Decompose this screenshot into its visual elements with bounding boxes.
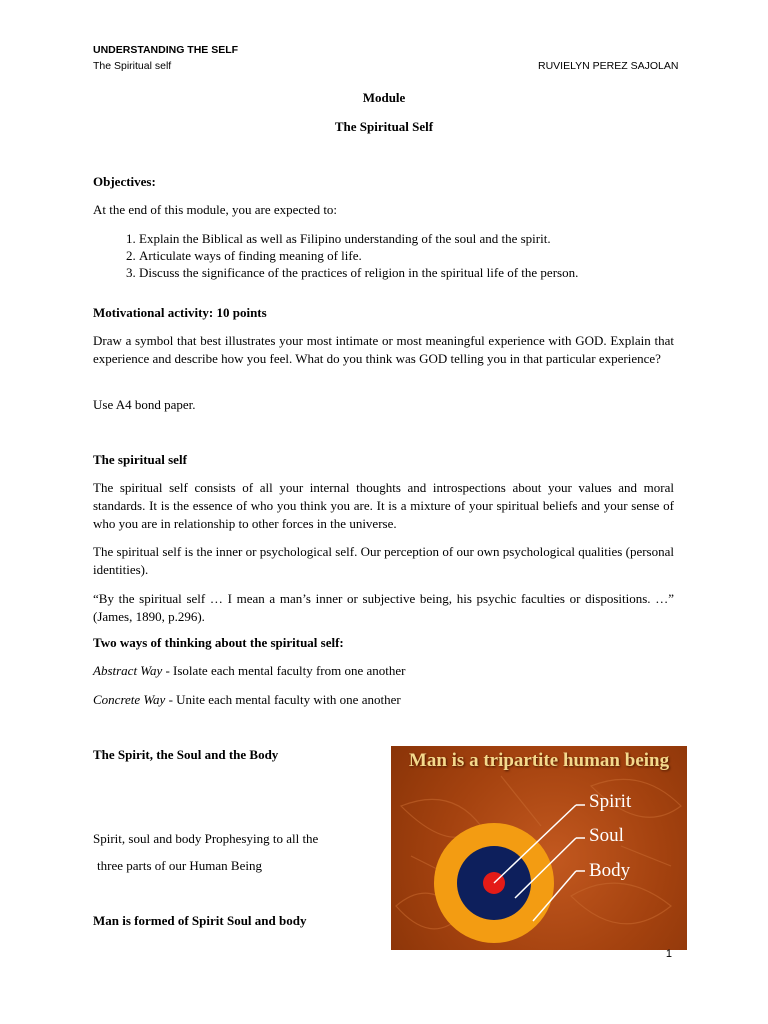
objectives-heading: Objectives: xyxy=(93,174,156,189)
tripartite-line-2: three parts of our Human Being xyxy=(97,858,262,873)
paper-instruction: Use A4 bond paper. xyxy=(93,397,196,412)
page-title: The Spiritual Self xyxy=(334,119,434,134)
author-name: RUVIELYN PEREZ SAJOLAN xyxy=(538,60,679,72)
header-subtitle: The Spiritual self xyxy=(93,60,172,72)
body-label: Body xyxy=(589,860,631,881)
concrete-definition: - Unite each mental faculty with one another xyxy=(165,692,401,707)
course-title: UNDERSTANDING THE SELF xyxy=(93,44,239,56)
abstract-way xyxy=(93,662,406,680)
page-number: 1 xyxy=(665,948,672,960)
objective-item: 2. Articulate ways of finding meaning of life. xyxy=(139,247,719,264)
leaf-shape xyxy=(571,883,671,924)
concrete-term: Concrete Way xyxy=(93,692,166,707)
objective-item: 1. Explain the Biblical as well as Filipino understanding of the soul and the spirit. xyxy=(139,230,719,247)
module-label: Module xyxy=(362,90,406,105)
objective-item: 3. Discuss the significance of the practices of religion in the spiritual life of the person. xyxy=(139,264,719,281)
spiritual-self-heading: The spiritual self xyxy=(93,452,187,467)
concrete-way xyxy=(93,691,401,709)
figure-title: Man is a tripartite human being xyxy=(408,750,670,771)
spiritual-self-paragraph-1: The spiritual self consists of all your internal thoughts and introspections about your values and moral standards. It is the essence of who you think you are. It is a mixture of your spiritual beliefs and your sense of who you are in relationship to other forces in the universe. xyxy=(93,480,674,531)
motivational-body: Draw a symbol that best illustrates your most intimate or most meaningful experience with GOD. Explain that experience and describe how you feel. What do you think was GOD telling you in that particular experience? xyxy=(93,333,674,366)
motivational-heading: Motivational activity: 10 points xyxy=(93,305,267,320)
spiritual-self-paragraph-2: The spiritual self is the inner or psychological self. Our perception of our own psychological qualities (personal identities). xyxy=(93,544,674,577)
figure-background-leaves xyxy=(391,746,687,950)
two-ways-heading: Two ways of thinking about the spiritual self: xyxy=(93,635,344,650)
objectives-list xyxy=(93,230,719,281)
abstract-definition: - Isolate each mental faculty from one another xyxy=(162,663,406,678)
james-quote: “By the spiritual self … I mean a man’s inner or subjective being, his psychic faculties or dispositions. …” (James, 1890, p.296). xyxy=(93,591,674,624)
soul-label: Soul xyxy=(589,825,624,846)
tripartite-closing: Man is formed of Spirit Soul and body xyxy=(93,913,307,928)
tripartite-line-1: Spirit, soul and body Prophesying to all the xyxy=(93,831,319,846)
abstract-term: Abstract Way xyxy=(93,663,163,678)
spirit-label: Spirit xyxy=(589,791,632,812)
tripartite-figure xyxy=(391,746,687,950)
objectives-intro: At the end of this module, you are expected to: xyxy=(93,202,338,217)
tripartite-heading: The Spirit, the Soul and the Body xyxy=(93,747,279,762)
